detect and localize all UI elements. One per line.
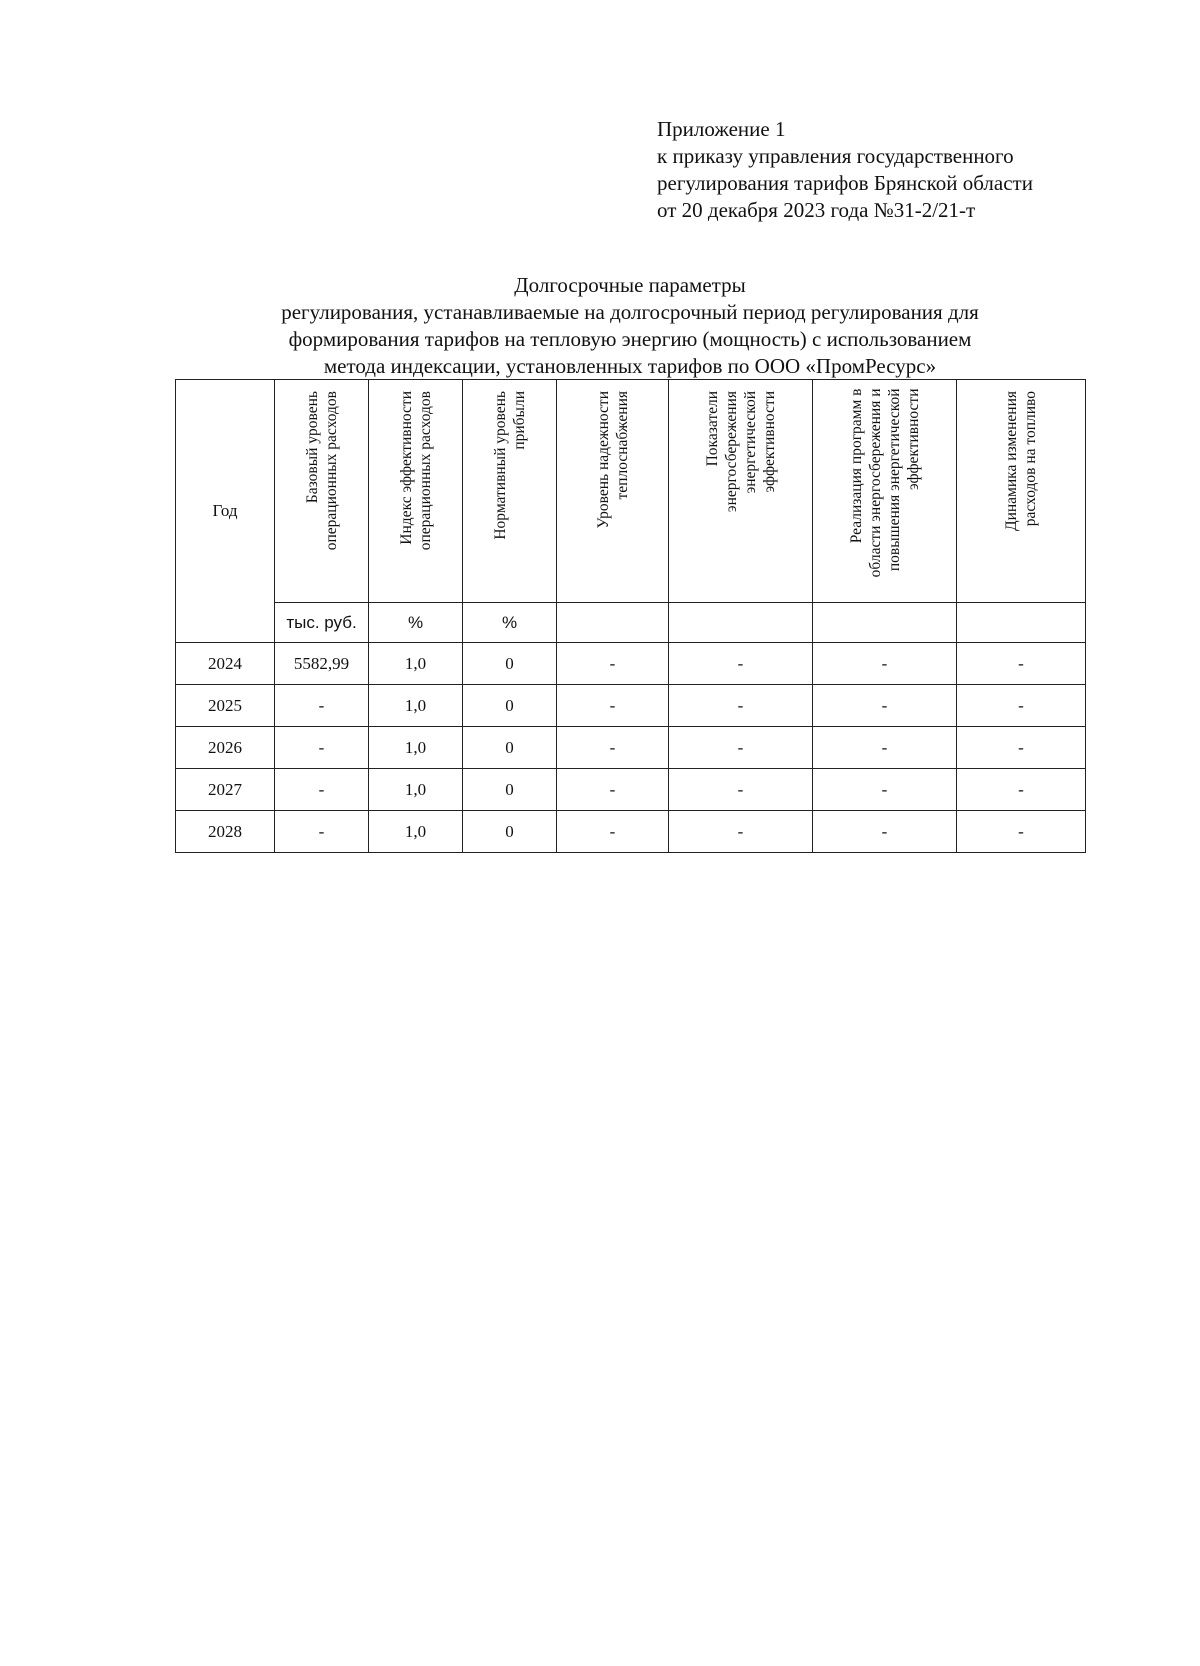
year-cell: 2024 xyxy=(176,643,275,685)
header-text: Динамика изменения расходов на топливо xyxy=(1003,391,1039,531)
unit-cell: % xyxy=(463,603,557,643)
title-line: регулирования, устанавливаемые на долгосрочный период регулирования для xyxy=(281,300,979,324)
data-cell: - xyxy=(669,643,813,685)
year-cell: 2026 xyxy=(176,727,275,769)
data-cell: - xyxy=(275,685,369,727)
unit-cell: тыс. руб. xyxy=(275,603,369,643)
year-cell: 2027 xyxy=(176,769,275,811)
data-cell: - xyxy=(275,811,369,853)
data-cell: 0 xyxy=(463,643,557,685)
header-text: Уровень надежности теплоснабжения xyxy=(594,391,631,529)
appendix-block xyxy=(657,116,1033,224)
data-cell: 0 xyxy=(463,727,557,769)
appendix-line: регулирования тарифов Брянской области xyxy=(657,171,1033,195)
unit-cell xyxy=(669,603,813,643)
unit-cell xyxy=(813,603,957,643)
table-row xyxy=(176,685,1086,727)
appendix-line: к приказу управления государственного xyxy=(657,144,1014,168)
header-cell-programs xyxy=(813,380,957,603)
data-cell: - xyxy=(557,769,669,811)
header-cell-profit-level xyxy=(463,380,557,603)
header-cell-base-opex xyxy=(275,380,369,603)
title-line: формирования тарифов на тепловую энергию (мощность) с использованием xyxy=(288,327,972,351)
data-cell: - xyxy=(669,811,813,853)
header-cell-energy-saving xyxy=(669,380,813,603)
data-cell: - xyxy=(557,685,669,727)
data-cell: - xyxy=(813,811,957,853)
data-cell: - xyxy=(669,685,813,727)
data-cell: - xyxy=(957,643,1086,685)
title-line: метода индексации, установленных тарифов по ООО «ПромРесурс» xyxy=(323,354,937,378)
unit-cell: % xyxy=(369,603,463,643)
year-cell: 2028 xyxy=(176,811,275,853)
data-cell: 1,0 xyxy=(369,685,463,727)
table-row xyxy=(176,811,1086,853)
header-text: Показатели энергосбережения энергетической эффективности xyxy=(703,391,778,513)
data-cell: - xyxy=(275,769,369,811)
appendix-line: Приложение 1 xyxy=(657,117,786,141)
data-cell: - xyxy=(813,685,957,727)
appendix-line: от 20 декабря 2023 года №31-2/21-т xyxy=(657,198,976,222)
unit-cell xyxy=(557,603,669,643)
data-cell: - xyxy=(557,727,669,769)
data-cell: 1,0 xyxy=(369,727,463,769)
data-cell: - xyxy=(957,685,1086,727)
data-cell: 5582,99 xyxy=(275,643,369,685)
units-row xyxy=(176,603,1086,643)
data-cell: - xyxy=(813,727,957,769)
header-text: Базовый уровень операционных расходов xyxy=(303,391,340,551)
data-cell: 1,0 xyxy=(369,643,463,685)
header-text: Реализация программ в области энергосбережения и повышения энергетической эффективности xyxy=(847,388,922,578)
data-cell: 1,0 xyxy=(369,769,463,811)
unit-cell xyxy=(957,603,1086,643)
parameters-table xyxy=(175,379,1086,853)
data-cell: - xyxy=(669,727,813,769)
data-cell: - xyxy=(957,727,1086,769)
header-cell-efficiency-index xyxy=(369,380,463,603)
table-row xyxy=(176,727,1086,769)
data-cell: - xyxy=(813,769,957,811)
year-header: Год xyxy=(176,380,275,643)
header-cell-reliability xyxy=(557,380,669,603)
data-cell: - xyxy=(275,727,369,769)
data-cell: - xyxy=(669,769,813,811)
header-cell-fuel-dynamics xyxy=(957,380,1086,603)
data-cell: - xyxy=(813,643,957,685)
table-row xyxy=(176,769,1086,811)
table-row xyxy=(176,643,1086,685)
data-cell: - xyxy=(557,643,669,685)
data-cell: - xyxy=(557,811,669,853)
header-row xyxy=(176,380,1086,603)
header-text: Индекс эффективности операционных расходов xyxy=(397,391,434,551)
title-line: Долгосрочные параметры xyxy=(514,273,746,297)
document-title xyxy=(170,272,1090,380)
data-cell: 0 xyxy=(463,685,557,727)
data-cell: - xyxy=(957,811,1086,853)
year-cell: 2025 xyxy=(176,685,275,727)
data-cell: 1,0 xyxy=(369,811,463,853)
data-cell: 0 xyxy=(463,769,557,811)
data-cell: 0 xyxy=(463,811,557,853)
header-text: Нормативный уровень прибыли xyxy=(491,391,528,540)
data-cell: - xyxy=(957,769,1086,811)
